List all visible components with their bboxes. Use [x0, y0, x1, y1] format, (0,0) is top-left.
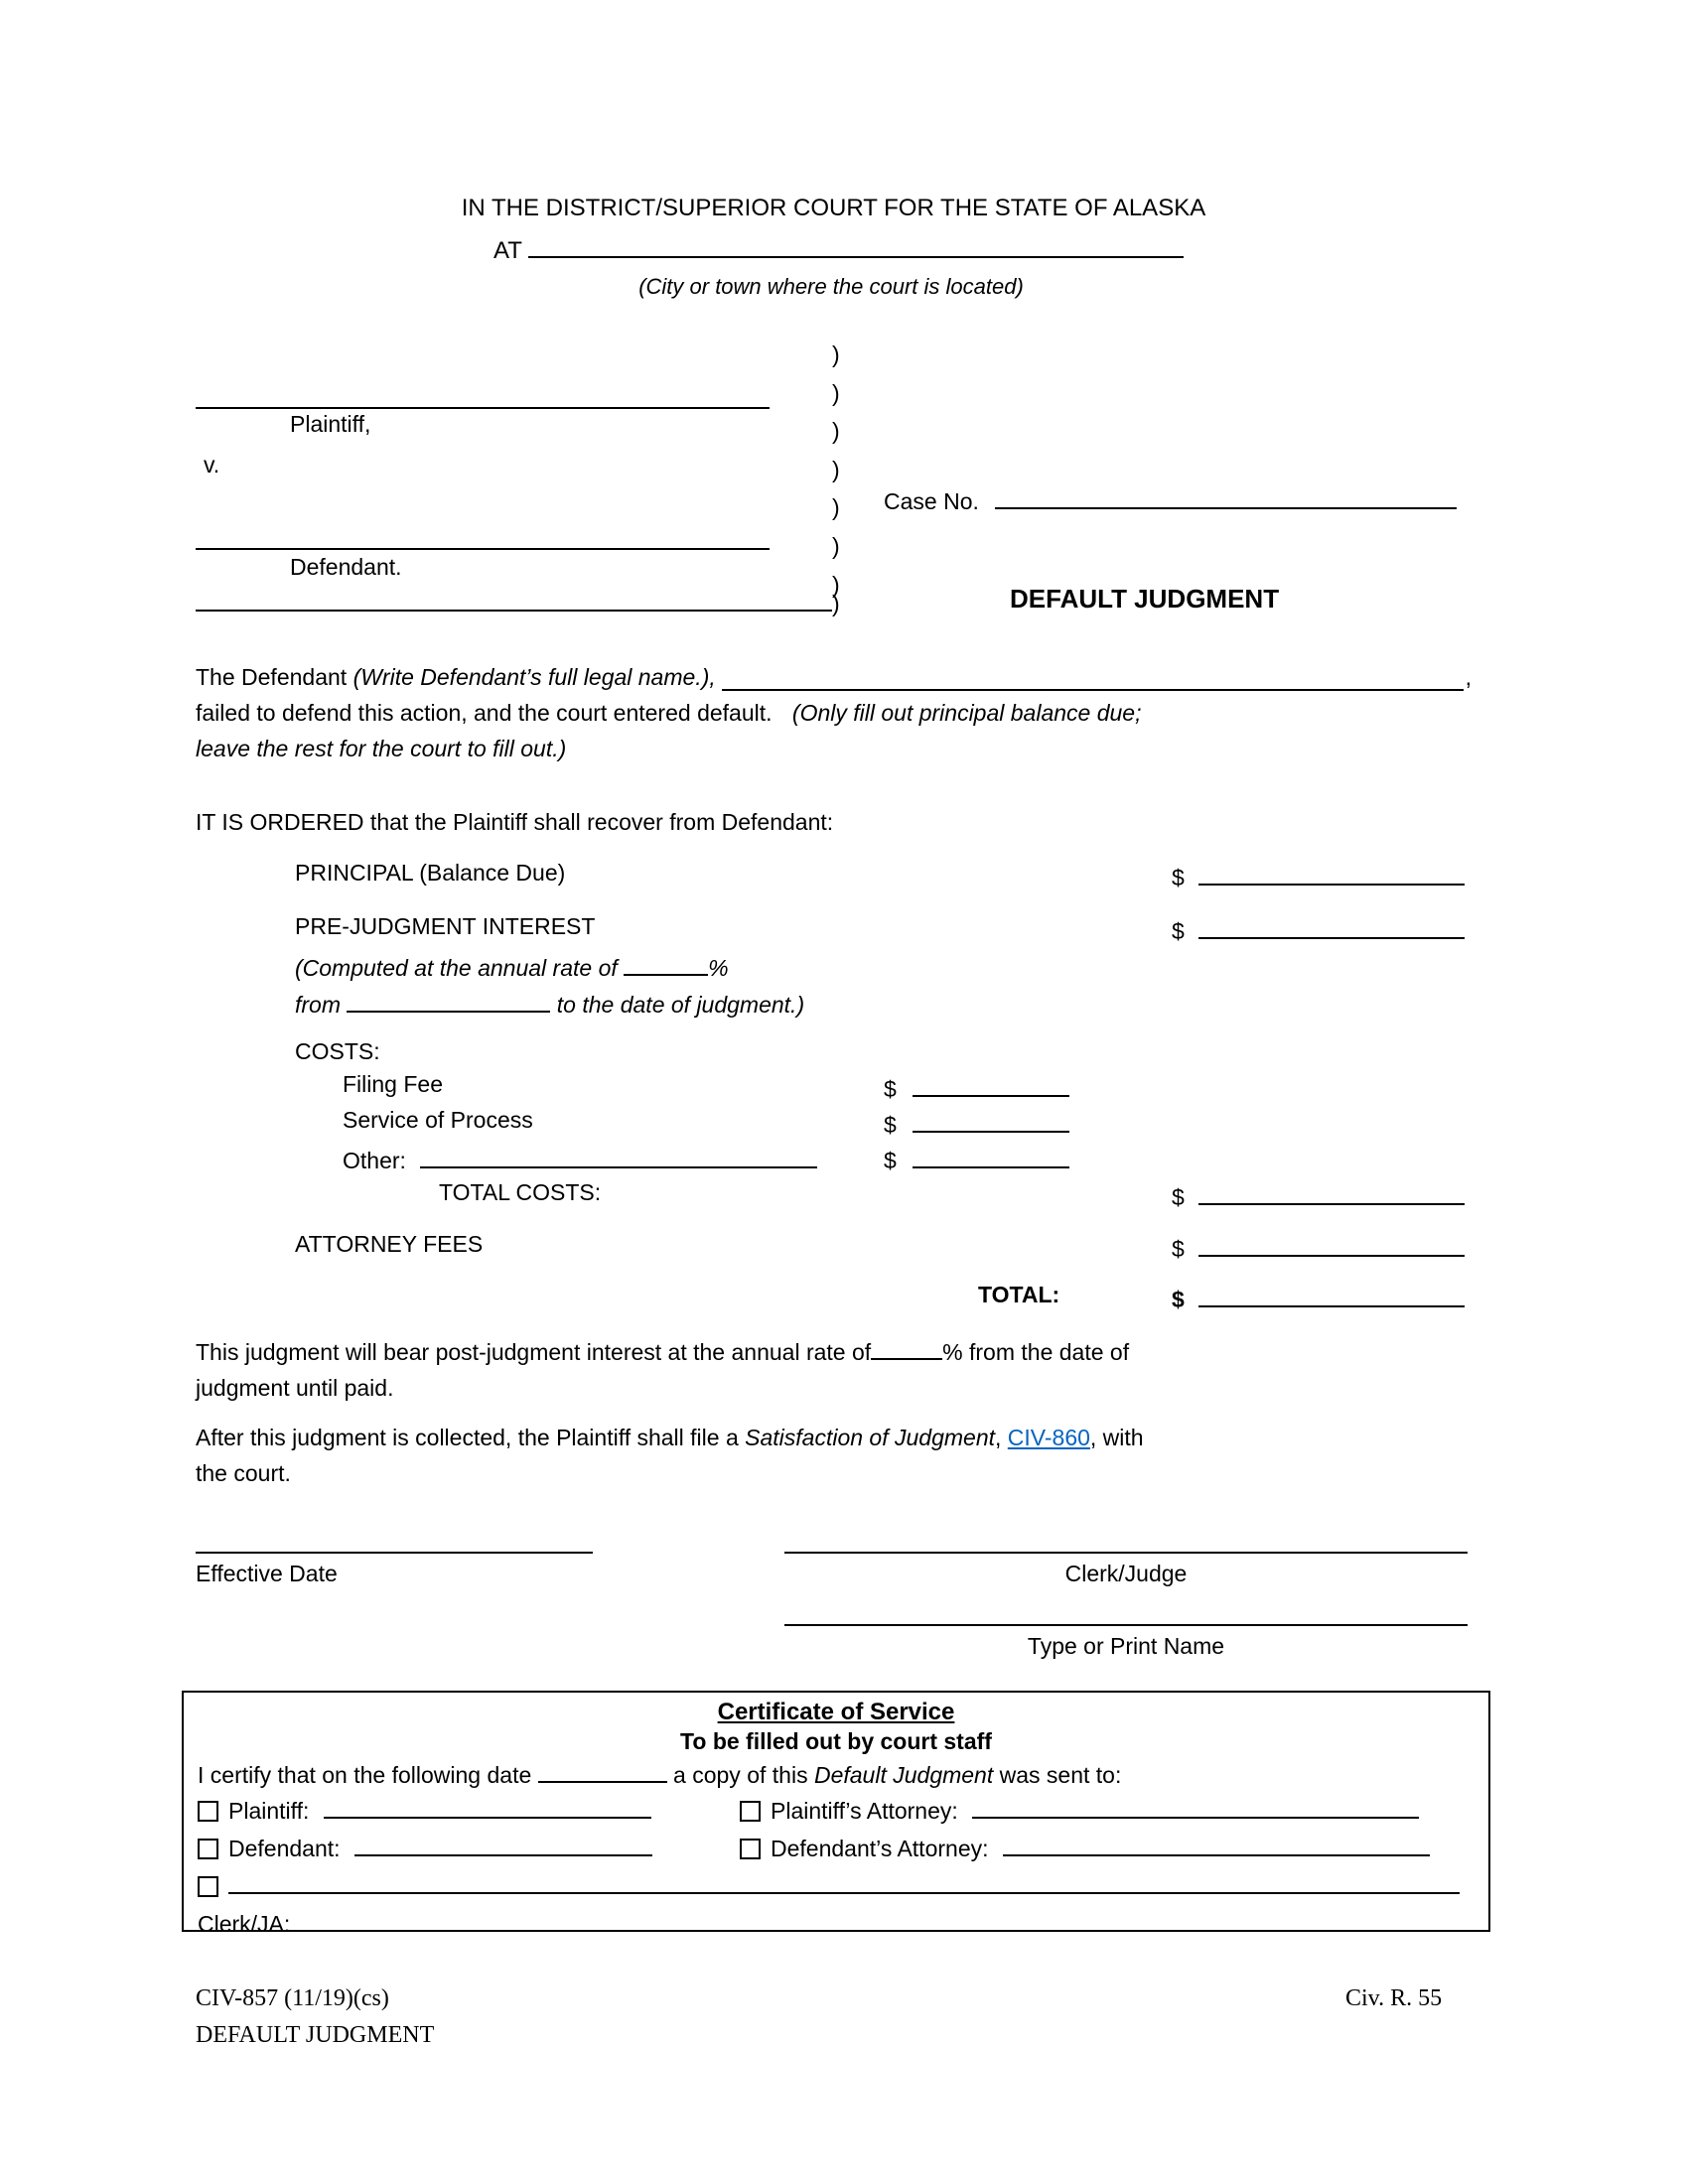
versus-label: v. — [204, 452, 220, 478]
plaintiff-attorney-checkbox[interactable] — [740, 1801, 761, 1822]
dollar-sign: $ — [1172, 1184, 1185, 1210]
court-location-line — [493, 232, 1184, 265]
plaintiff-address-blank[interactable] — [324, 1795, 651, 1819]
other-description-blank[interactable] — [420, 1143, 817, 1168]
cert-defendant-label: Defendant: — [228, 1836, 341, 1861]
effective-date-label: Effective Date — [196, 1561, 338, 1586]
defendant-fullname-blank[interactable] — [722, 689, 1464, 691]
certify-line — [198, 1759, 1475, 1789]
caption-bottom-line — [196, 586, 840, 617]
court-location-blank[interactable] — [528, 232, 1184, 258]
total-blank[interactable] — [1198, 1282, 1465, 1307]
intro-text-2: failed to defend this action, and the court entered default. — [196, 700, 773, 726]
defendant-name-blank[interactable] — [196, 548, 770, 550]
prejudgment-amount — [1172, 913, 1465, 945]
plaintiff-checkbox[interactable] — [198, 1801, 218, 1822]
intro-note-1: (Only fill out principal balance due; — [791, 700, 1142, 726]
court-heading: IN THE DISTRICT/SUPERIOR COURT FOR THE STATE OF ALASKA — [461, 195, 1206, 221]
service-row-2 — [198, 1833, 1475, 1864]
certificate-subtitle: To be filled out by court staff — [680, 1728, 992, 1754]
document-title: DEFAULT JUDGMENT — [1010, 584, 1280, 614]
total-costs-label: TOTAL COSTS: — [439, 1179, 602, 1205]
satisfaction-text-2: , with — [1089, 1425, 1144, 1450]
certify-text-2: a copy of this — [673, 1762, 808, 1788]
total-costs-blank[interactable] — [1198, 1179, 1465, 1205]
service-row-1 — [198, 1795, 1475, 1827]
caption-paren-column — [832, 336, 840, 604]
intro-comma: , — [1465, 664, 1472, 690]
prejudgment-blank[interactable] — [1198, 913, 1465, 939]
civ-860-link[interactable]: CIV-860 — [1007, 1425, 1090, 1450]
clerk-ja-blank[interactable] — [305, 1908, 563, 1932]
form-name: DEFAULT JUDGMENT — [196, 2022, 435, 2048]
at-label: AT — [493, 237, 522, 264]
total-costs-amount — [1172, 1179, 1465, 1211]
satisfaction-paragraph — [196, 1420, 1472, 1491]
type-print-name-label: Type or Print Name — [1027, 1633, 1225, 1659]
dollar-sign: $ — [884, 1148, 897, 1173]
clerk-ja-row — [198, 1908, 1475, 1940]
service-blank[interactable] — [913, 1107, 1069, 1133]
city-caption: (City or town where the court is located) — [638, 274, 1024, 299]
other-recipient-blank[interactable] — [228, 1870, 1460, 1894]
paren: ) — [832, 456, 840, 482]
paren: ) — [832, 341, 840, 367]
paren: ) — [832, 571, 840, 598]
defendant-address-blank[interactable] — [354, 1833, 652, 1856]
dollar-sign: $ — [1172, 1236, 1185, 1262]
rule-reference: Civ. R. 55 — [1345, 1985, 1443, 2011]
attorney-fees-row — [196, 1231, 1472, 1262]
cert-plaintiff-attorney-label: Plaintiff’s Attorney: — [771, 1798, 958, 1824]
case-no-label: Case No. — [884, 488, 979, 514]
other-blank[interactable] — [913, 1143, 1069, 1168]
dollar-sign: $ — [884, 1076, 897, 1102]
dollar-sign: $ — [1172, 918, 1185, 944]
principal-blank[interactable] — [1198, 860, 1465, 886]
to-judgment-text: to the date of judgment.) — [556, 992, 805, 1018]
cert-defendant-attorney-label: Defendant’s Attorney: — [771, 1836, 989, 1861]
service-amount — [884, 1107, 1069, 1139]
certificate-title: Certificate of Service — [717, 1699, 955, 1725]
total-label: TOTAL: — [978, 1282, 1060, 1307]
defendant-attorney-checkbox[interactable] — [740, 1839, 761, 1859]
satisfaction-text-1: After this judgment is collected, the Plaintiff shall file a — [196, 1425, 739, 1450]
costs-row — [196, 1038, 1472, 1065]
other-amount — [884, 1143, 1069, 1174]
total-costs-row — [196, 1179, 1472, 1210]
other-recipient-checkbox[interactable] — [198, 1876, 218, 1897]
principal-row — [196, 860, 1472, 890]
attorney-fees-amount — [1172, 1231, 1465, 1263]
attorney-fees-blank[interactable] — [1198, 1231, 1465, 1257]
rate-blank[interactable] — [624, 950, 708, 976]
service-date-blank[interactable] — [538, 1759, 667, 1783]
certify-italic: Default Judgment — [813, 1762, 994, 1788]
defendant-label: Defendant. — [290, 554, 402, 580]
dollar-sign: $ — [1172, 1287, 1185, 1312]
form-number: CIV-857 (11/19)(cs) — [196, 1985, 389, 2011]
from-date-blank[interactable] — [347, 987, 550, 1013]
defendant-checkbox[interactable] — [198, 1839, 218, 1859]
satisfaction-italic: Satisfaction of Judgment — [745, 1425, 996, 1450]
case-number-blank[interactable] — [995, 483, 1457, 509]
filing-fee-row — [196, 1071, 1472, 1102]
total-amount — [1172, 1282, 1465, 1313]
case-number-line — [884, 483, 1457, 515]
other-cost-row — [196, 1143, 1472, 1174]
paren: ) — [832, 591, 840, 616]
paren: ) — [832, 532, 840, 559]
effective-date-blank[interactable] — [196, 1552, 593, 1554]
dollar-sign: $ — [1172, 865, 1185, 890]
ordered-line: IT IS ORDERED that the Plaintiff shall recover from Defendant: — [196, 809, 834, 835]
costs-label: COSTS: — [295, 1038, 380, 1064]
intro-note-2: leave the rest for the court to fill out.) — [196, 736, 567, 761]
post-judgment-text-2: % from the date of — [942, 1339, 1130, 1365]
filing-fee-blank[interactable] — [913, 1071, 1069, 1097]
certify-text-3: was sent to: — [999, 1762, 1122, 1788]
prejudgment-label: PRE-JUDGMENT INTEREST — [295, 913, 596, 939]
paren: ) — [832, 379, 840, 406]
other-label: Other: — [343, 1148, 406, 1173]
principal-label: PRINCIPAL (Balance Due) — [295, 860, 566, 886]
plaintiff-attorney-blank[interactable] — [972, 1795, 1419, 1819]
total-row — [196, 1282, 1472, 1317]
intro-text-1: The Defendant — [196, 664, 348, 690]
satisfaction-text-3: the court. — [196, 1460, 291, 1486]
plaintiff-name-blank[interactable] — [196, 407, 770, 409]
service-row — [196, 1107, 1472, 1138]
clerk-judge-label: Clerk/Judge — [1064, 1561, 1188, 1586]
certify-text-1: I certify that on the following date — [198, 1762, 532, 1788]
plaintiff-label: Plaintiff, — [290, 411, 371, 437]
printed-name-blank[interactable] — [784, 1624, 1468, 1626]
paren: ) — [832, 494, 840, 521]
satisfaction-comma: , — [995, 1425, 1002, 1450]
prejudgment-row — [196, 913, 1472, 944]
computed-rate-line — [196, 950, 1472, 982]
intro-italic-1: (Write Defendant’s full legal name.), — [352, 664, 716, 690]
computed-from-line — [196, 987, 1472, 1019]
service-row-3 — [198, 1870, 1475, 1902]
intro-paragraph — [196, 659, 1472, 766]
paren: ) — [832, 418, 840, 445]
post-judgment-text-3: judgment until paid. — [196, 1375, 394, 1401]
post-judgment-text-1: This judgment will bear post-judgment interest at the annual rate of — [196, 1339, 872, 1365]
cert-plaintiff-label: Plaintiff: — [228, 1798, 310, 1824]
principal-amount — [1172, 860, 1465, 891]
clerk-judge-signature-blank[interactable] — [784, 1552, 1468, 1554]
attorney-fees-label: ATTORNEY FEES — [295, 1231, 484, 1257]
filing-fee-label: Filing Fee — [343, 1071, 443, 1097]
certificate-of-service-box — [182, 1691, 1490, 1937]
form-content — [196, 0, 1472, 2184]
service-label: Service of Process — [343, 1107, 533, 1133]
computed-prefix: (Computed at the annual rate of — [295, 955, 618, 981]
caption-bottom-blank[interactable] — [196, 586, 832, 612]
from-label: from — [295, 992, 341, 1018]
dollar-sign: $ — [884, 1112, 897, 1138]
filing-fee-amount — [884, 1071, 1069, 1103]
clerk-ja-label: Clerk/JA: — [198, 1911, 291, 1937]
defendant-attorney-blank[interactable] — [1003, 1833, 1430, 1856]
post-judgment-paragraph — [196, 1334, 1472, 1406]
post-rate-blank[interactable] — [871, 1334, 942, 1360]
percent-sign: % — [708, 955, 729, 981]
